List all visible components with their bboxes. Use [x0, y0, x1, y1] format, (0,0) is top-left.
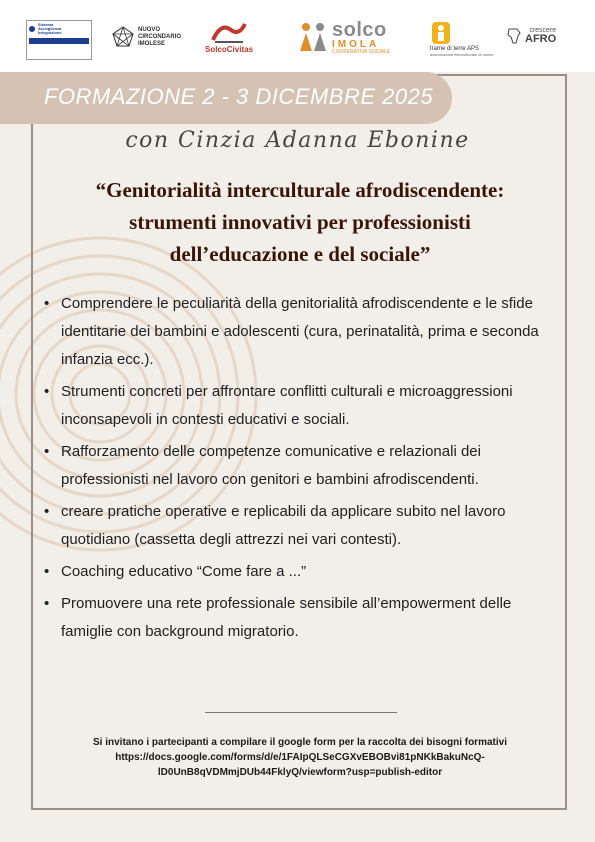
logo5-sub: associazione interculturale di donne — [430, 52, 494, 57]
people-icon — [298, 21, 328, 55]
africa-map-icon — [506, 27, 522, 45]
logo6-big: AFRO — [525, 33, 557, 45]
google-form-link[interactable]: https://docs.google.com/forms/d/e/1FAIpQLSeCGXvEBOBvi81pNKkBakuNcQ- — [115, 752, 485, 763]
logo4-mid: IMOLA — [332, 39, 380, 50]
logo5-text: trame di terre APS — [430, 46, 480, 52]
logo6-small: crescere — [529, 27, 557, 34]
logo1-line: Sistema — [38, 22, 54, 27]
list-item — [44, 558, 560, 586]
title-line: strumenti innovativi per professionisti — [129, 210, 471, 234]
bullet-icon: • — [44, 595, 50, 612]
bullet-icon: • — [44, 383, 50, 400]
logo4-small: COOPERATIVA SOCIALE — [332, 49, 391, 55]
title-line: dell’educazione e del sociale” — [169, 242, 431, 266]
logo1-line: Accoglienza — [38, 26, 62, 31]
logo-solcocivitas — [205, 20, 253, 54]
logo-dot-icon — [29, 26, 35, 32]
divider — [205, 712, 397, 713]
network-star-icon — [112, 26, 134, 48]
list-item — [44, 590, 560, 646]
google-form-link[interactable]: lD0UnB8qVDMmjDUb44FklyQ/viewform?usp=publish-editor — [157, 767, 443, 778]
figure-icon — [430, 20, 452, 46]
bullet-icon: • — [44, 503, 50, 520]
logo-bar — [0, 0, 595, 72]
list-item-text: Comprendere le peculiarità della genitorialità afrodiscendente e le sfide identitarie dei bambini e adolescenti (cura, perinatalità, prima e seconda infanzia ecc.). — [61, 295, 539, 368]
logo1-line: Integrazione — [38, 30, 62, 35]
logo-trame-di-terre — [430, 20, 494, 57]
list-item-text: Coaching educativo “Come fare a ...” — [61, 563, 307, 580]
banner-text: FORMAZIONE 2 - 3 DICEMBRE 2025 — [44, 84, 434, 109]
objectives-list — [44, 290, 560, 650]
list-item — [44, 378, 560, 434]
footer-invitation: Si invitano i partecipanti a compilare il google form per la raccolta dei bisogni formativi — [93, 737, 507, 748]
logo2-text: NUOVO CIRCONDARIO IMOLESE — [138, 26, 181, 47]
trainer-subtitle: con Cinzia Adanna Ebonine — [125, 128, 470, 153]
list-item-text: Rafforzamento delle competenze comunicative e relazionali dei professionisti nel lavoro con genitori e bambini afrodiscendenti. — [61, 443, 481, 488]
bullet-icon: • — [44, 443, 50, 460]
logo-solco-imola — [298, 20, 390, 55]
logo3-text: SolcoCivitas — [205, 45, 254, 54]
logo-nuovo-circondario — [112, 26, 186, 48]
bullet-icon: • — [44, 295, 50, 312]
course-title — [40, 174, 560, 270]
logo-crescere-afro — [506, 27, 556, 45]
logo1-bar — [29, 38, 89, 44]
title-line: “Genitorialità interculturale afrodiscendente: — [95, 178, 505, 202]
list-item-text: creare pratiche operative e replicabili da applicare subito nel lavoro quotidiano (cassetta degli attrezzi nei vari contesti). — [61, 503, 506, 548]
footer-note — [40, 735, 560, 780]
list-item — [44, 438, 560, 494]
list-item — [44, 290, 560, 374]
bullet-icon: • — [44, 563, 50, 580]
logo4-big: solco — [332, 19, 387, 41]
solcocivitas-mark-icon — [209, 20, 249, 44]
list-item — [44, 498, 560, 554]
list-item-text: Promuovere una rete professionale sensibile all’empowerment delle famiglie con background migratorio. — [61, 595, 512, 640]
list-item-text: Strumenti concreti per affrontare conflitti culturali e microaggressioni inconsapevoli in contesti educativi e sociali. — [61, 383, 513, 428]
logo-sistema-accoglienza — [26, 20, 92, 60]
